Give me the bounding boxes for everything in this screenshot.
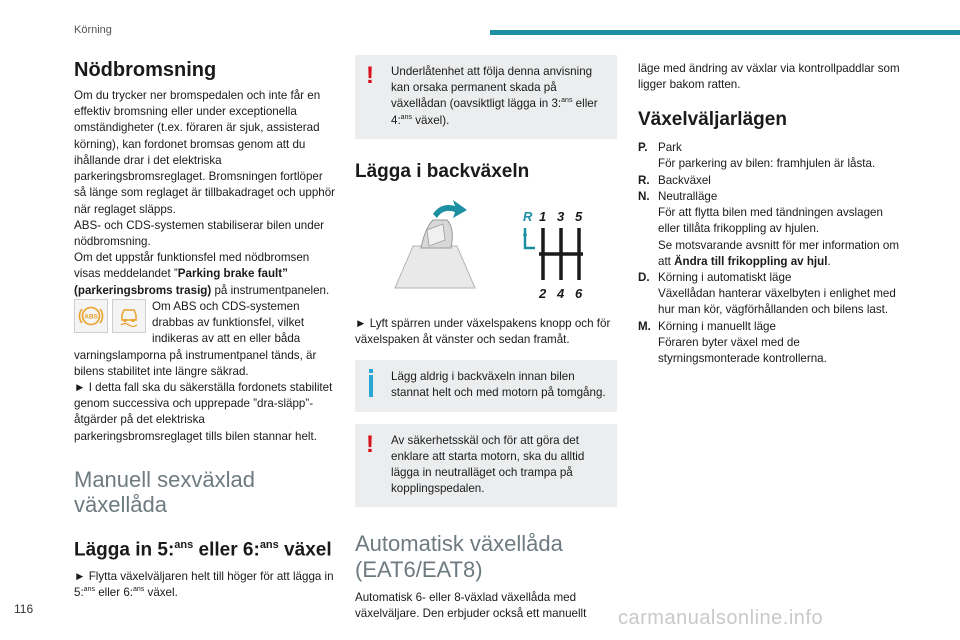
emergency-braking-heading: Nödbromsning (74, 59, 217, 81)
superscript: ans (174, 539, 194, 552)
superscript: ans (83, 585, 95, 593)
text-run: växel (278, 539, 332, 561)
info-note-reverse (355, 360, 617, 411)
text-run: Se motsvarande avsnitt för mer information om att (658, 238, 899, 268)
gear-label-5: 5 (575, 208, 583, 224)
page-number: 116 (14, 602, 34, 616)
abs-warning-icon (74, 299, 108, 333)
info-icon (366, 369, 378, 395)
abs-icon-text: ABS (84, 313, 98, 321)
manual-gearbox-heading: Manuell sexväxlad växellåda (74, 466, 255, 518)
mode-key: N. (638, 189, 650, 203)
gear-label-r: R (523, 208, 533, 224)
mode-title: Backväxel (658, 173, 711, 187)
stability-control-warning-icon (112, 299, 146, 333)
mode-desc: Växellådan hanterar växelbyten i enlighet med hur man kör, vägförhållanden och bilens last. (658, 287, 896, 317)
mode-title: Neutralläge (658, 189, 718, 203)
column-3 (638, 55, 900, 367)
superscript: ans (133, 585, 145, 593)
parking-brake-fault-message: Parking brake fault” (parkeringsbroms trasig) (74, 267, 288, 297)
mode-item-park (638, 140, 900, 172)
emergency-paragraph-5: ► I detta fall ska du säkerställa fordonets stabilitet genom successiva och upprepade ”dra-släpp”-åtgärder på det elektriska parkeringsbromsreglaget tills bilen stannar helt. (74, 380, 333, 443)
selector-modes-list (638, 140, 900, 367)
mode-title: Körning i manuellt läge (658, 319, 776, 333)
info-icon-dot (369, 369, 373, 373)
text-run: Lägga in 5: (74, 539, 175, 561)
text-run: eller 6: (94, 585, 133, 599)
warning-text: Av säkerhetsskäl och för att göra det enklare att starta motorn, ska du alltid lägga in neutralläget och trampa på kopplingspedalen. (391, 433, 585, 496)
mode-desc: Föraren byter växel med de styrningsmonterade kontrollerna. (658, 335, 827, 366)
mode-key: D. (638, 270, 650, 284)
text-run: eller 4: (391, 97, 598, 127)
text-run: eller 6: (193, 539, 260, 561)
superscript: ans (400, 113, 412, 121)
automatic-paragraph-continued: läge med ändring av växlar via kontrollpaddlar som ligger bakom ratten. (638, 62, 900, 92)
reverse-gear-illustration (355, 196, 603, 306)
mode-desc-extra (658, 238, 900, 270)
mode-item-neutral (638, 189, 900, 270)
info-text: Lägg aldrig i backväxeln innan bilen stannat helt och med motorn på tomgång. (391, 370, 606, 400)
automatic-gearbox-heading: Automatisk växellåda (EAT6/EAT8) (355, 531, 563, 582)
mode-desc: För parkering av bilen: framhjulen är låsta. (658, 157, 876, 171)
reverse-gear-heading: Lägga i backväxeln (355, 160, 530, 182)
mode-title: Park (658, 141, 682, 155)
gear-label-3: 3 (557, 208, 565, 224)
gear-5-6-heading (74, 539, 336, 562)
mode-item-reverse (638, 173, 900, 189)
gear-lever-diagram (355, 196, 603, 306)
running-header: Körning (74, 24, 112, 36)
gear-label-4: 4 (557, 285, 565, 301)
mode-key: P. (638, 141, 648, 155)
emergency-paragraph-4 (74, 299, 336, 380)
warning-note-gearbox (355, 55, 617, 139)
automatic-paragraph: Automatisk 6- eller 8-växlad växellåda med växelväljare. Den erbjuder också ett manuellt (355, 591, 587, 621)
text-run: på instrumentpanelen. (211, 283, 330, 297)
info-icon-bar (369, 375, 373, 397)
cross-reference: Ändra till frikoppling av hjul (674, 254, 828, 268)
mode-key: M. (638, 319, 651, 333)
column-2 (355, 55, 617, 622)
mode-item-drive (638, 270, 900, 319)
warning-icon: ! (366, 62, 374, 89)
mode-key: R. (638, 173, 650, 187)
selector-modes-heading: Växelväljarlägen (638, 109, 787, 131)
text-run: ► Flytta växelväljaren helt till höger för att lägga in 5: (74, 569, 334, 599)
gear-5-6-paragraph (74, 569, 336, 601)
column-1 (74, 55, 336, 601)
reverse-gear-paragraph: ► Lyft spärren under växelspakens knopp och för växelspaken åt vänster och sedan framåt. (355, 316, 611, 346)
warning-text (365, 64, 607, 129)
text-run: Om ABS och CDS-systemen drabbas av funktionsfel, vilket indikeras av att en eller båda varningslamporna på instrumentpanel tänds, är bilens stabilitet inte längre säkrad. (74, 299, 317, 378)
mode-desc: För att flytta bilen med tändningen avslagen eller tillåta frikoppling av hjulen. (658, 206, 883, 236)
text-run: Underlåtenhet att följa denna anvisning kan orsaka permanent skada på växellådan (oavsiktligt lägga in 3: (391, 65, 593, 111)
warning-icon: ! (366, 430, 374, 458)
superscript: ans (561, 97, 573, 105)
warning-lamps (74, 299, 146, 333)
emergency-paragraph-1: Om du trycker ner bromspedalen och inte får en effektiv bromsning eller under exceptionella omständigheter (t.ex. föraren är sjuk, assisterad körning), kan fordonet bromsas genom att du ihållande drar i det elektriska parkeringsbromsreglaget. Bromsningen fortlöper så länge som reglaget är tillbakadraget och upphör när reglaget släpps. (74, 89, 336, 216)
gear-label-6: 6 (575, 285, 583, 301)
emergency-paragraph-2: ABS- och CDS-systemen stabiliserar bilen under nödbromsning. (74, 218, 325, 248)
superscript: ans (259, 539, 279, 552)
text-run: växel. (144, 585, 178, 599)
emergency-paragraph-3 (74, 250, 336, 299)
mode-item-manual (638, 319, 900, 368)
text-run: växel). (411, 113, 450, 127)
gear-label-2: 2 (539, 285, 547, 301)
gear-label-1: 1 (539, 208, 547, 224)
mode-title: Körning i automatiskt läge (658, 270, 792, 284)
warning-note-neutral (355, 424, 617, 508)
text-run: Om det uppstår funktionsfel med nödbromsen visas meddelandet ” (74, 251, 310, 281)
watermark: carmanualsonline.info (618, 607, 824, 629)
text-run: . (827, 254, 831, 268)
header-accent-bar (490, 30, 960, 35)
